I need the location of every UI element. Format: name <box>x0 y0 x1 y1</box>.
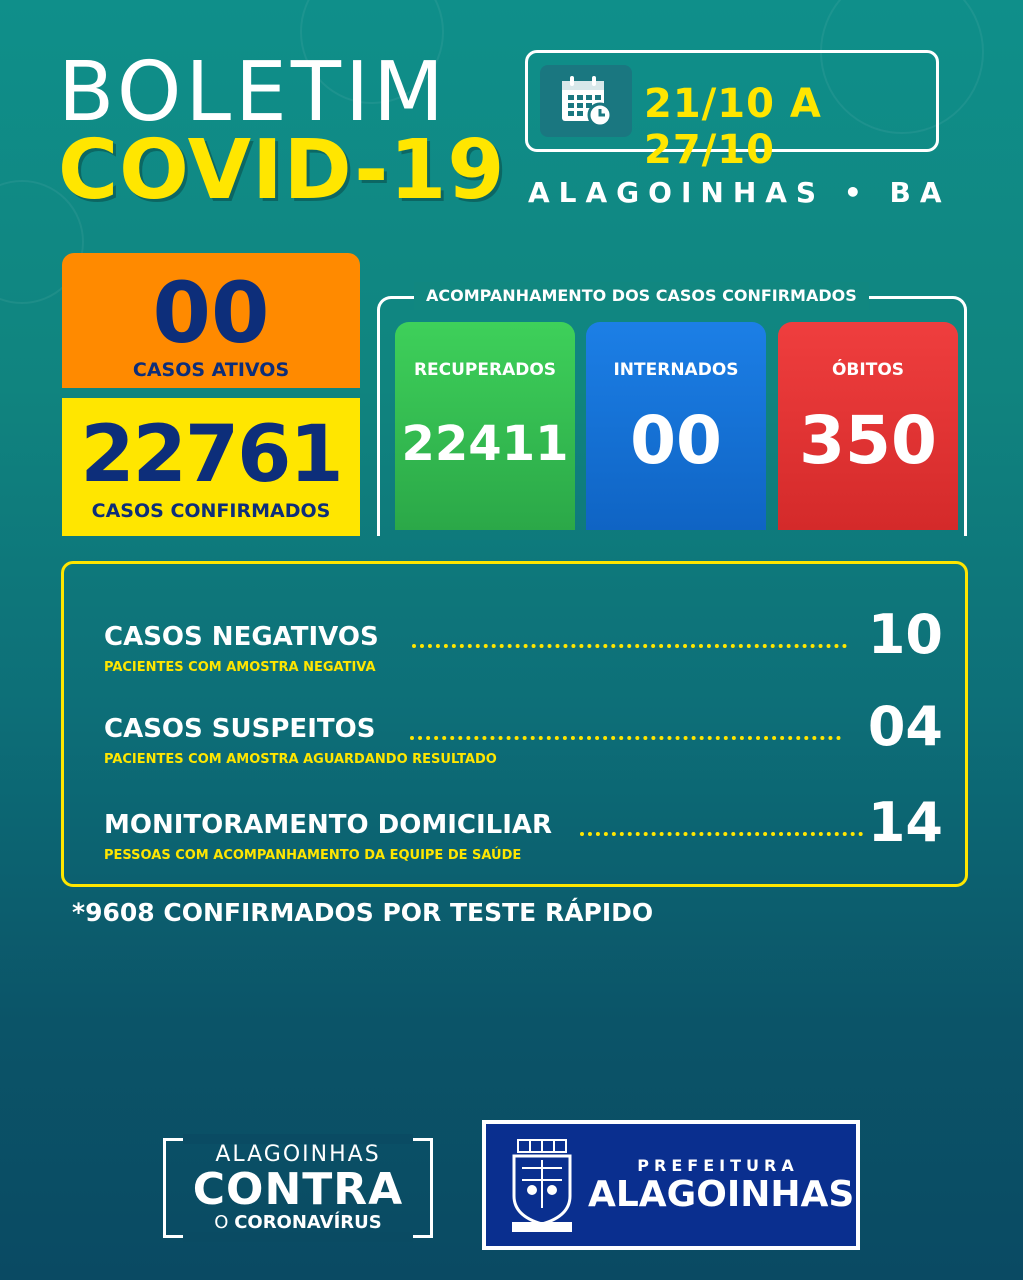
deaths-label: ÓBITOS <box>831 360 905 380</box>
case-details-box <box>61 561 968 887</box>
hospitalized-card <box>586 322 766 530</box>
list-item-home-monitoring <box>104 791 943 890</box>
tracking-title: ACOMPANHAMENTO DOS CASOS CONFIRMADOS <box>414 282 869 310</box>
active-cases-value: 00 <box>152 264 270 362</box>
list-item-subtitle: PACIENTES COM AMOSTRA AGUARDANDO RESULTADO <box>104 752 497 767</box>
logo-contra-line3b: CORONAVÍRUS <box>234 1212 382 1233</box>
list-item-name: CASOS NEGATIVOS <box>104 622 379 652</box>
confirmed-cases-label: CASOS CONFIRMADOS <box>91 500 331 522</box>
list-item-value: 10 <box>867 603 943 666</box>
confirmed-cases-value: 22761 <box>80 410 342 500</box>
list-item-suspect <box>104 695 943 794</box>
list-item-value: 04 <box>867 695 943 758</box>
recovered-label: RECUPERADOS <box>413 360 557 380</box>
hospitalized-value: 00 <box>630 402 722 479</box>
logo-contra-line3 <box>163 1212 433 1233</box>
hospitalized-label: INTERNADOS <box>613 360 739 380</box>
logo-contra-line2: CONTRA <box>192 1164 404 1215</box>
city-label: ALAGOINHAS • BA <box>528 176 951 209</box>
calendar-clock-icon <box>540 65 632 137</box>
recovered-card <box>395 322 575 530</box>
list-item-name: MONITORAMENTO DOMICILIAR <box>104 810 553 840</box>
footnote: *9608 CONFIRMADOS POR TESTE RÁPIDO <box>72 898 654 927</box>
list-item-name: CASOS SUSPEITOS <box>104 714 376 744</box>
date-range: 21/10 A 27/10 <box>644 81 822 173</box>
dotted-leader <box>412 644 847 648</box>
confirmed-cases-card <box>62 398 360 536</box>
logo-contra-line1: ALAGOINHAS <box>215 1142 381 1167</box>
frame-gap <box>183 1232 413 1242</box>
deaths-value: 350 <box>799 402 937 479</box>
alagoinhas-contra-logo <box>163 1138 433 1238</box>
list-item-negative <box>104 603 943 702</box>
recovered-value: 22411 <box>401 416 569 472</box>
list-item-value: 14 <box>867 791 943 854</box>
deaths-card <box>778 322 958 530</box>
active-cases-label: CASOS ATIVOS <box>132 359 290 381</box>
prefeitura-line2: ALAGOINHAS <box>588 1174 855 1215</box>
title-covid: COVID-19 <box>58 123 506 218</box>
dotted-leader <box>410 736 841 740</box>
active-cases-card <box>62 253 360 388</box>
date-box <box>525 50 939 173</box>
city-crest-icon <box>508 1138 576 1234</box>
prefeitura-logo <box>482 1120 860 1250</box>
list-item-subtitle: PESSOAS COM ACOMPANHAMENTO DA EQUIPE DE SAÚDE <box>104 848 522 863</box>
dotted-leader <box>580 832 863 836</box>
title-boletim: BOLETIM <box>58 45 448 140</box>
list-item-subtitle: PACIENTES COM AMOSTRA NEGATIVA <box>104 660 376 675</box>
prefeitura-logo-inner <box>486 1124 856 1246</box>
prefeitura-line1: PREFEITURA <box>637 1156 799 1175</box>
logo-contra-line3a: O <box>214 1212 235 1233</box>
